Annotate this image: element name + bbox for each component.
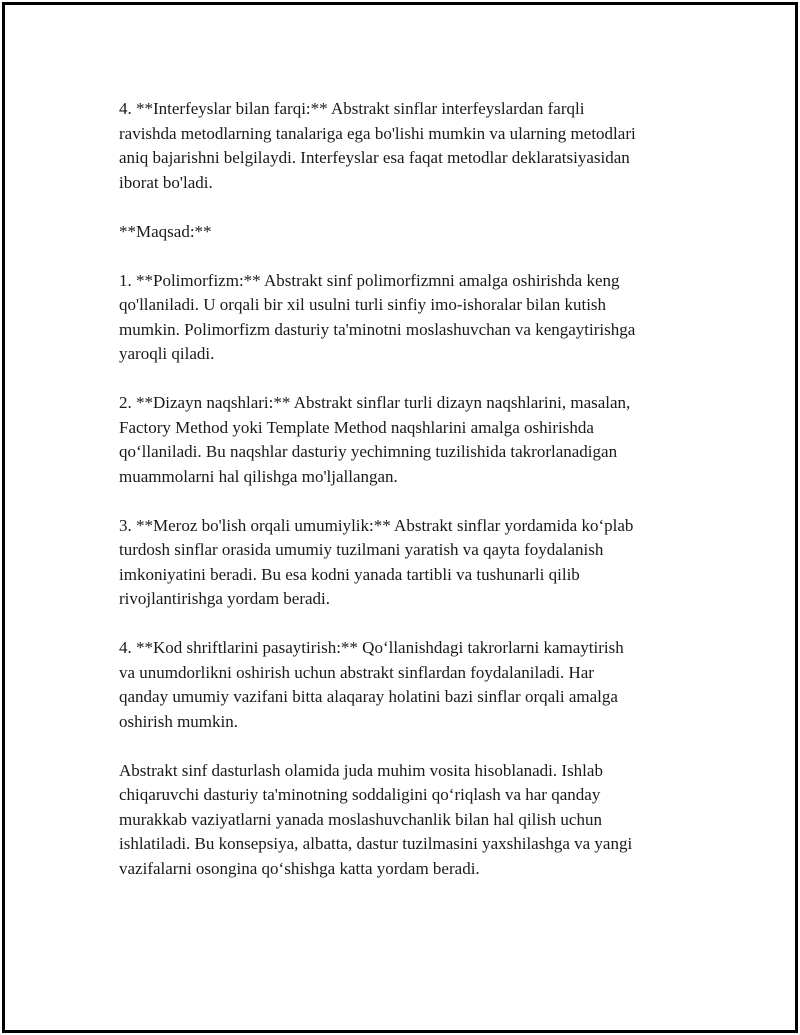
paragraph-interfeyslar-farqi: 4. **Interfeyslar bilan farqi:** Abstrakt sinflar interfeyslardan farqli ravishda metodlarning tanalariga ega bo'lishi mumkin va ularning metodlari aniq bajarishni belgilaydi. Interfeyslar esa faqat metodlar deklaratsiyasidan iborat bo'ladi. xyxy=(119,99,636,192)
paragraph-dizayn-naqshlari: 2. **Dizayn naqshlari:** Abstrakt sinflar turli dizayn naqshlarini, masalan, Factory Method yoki Template Method naqshlarini amalga oshirishda qo‘llaniladi. Bu naqshlar dasturiy yechimning tuzilishida takrorlanadigan muammolarni hal qilishga mo'ljallangan. xyxy=(119,393,631,486)
paragraph-kod-shriftlari: 4. **Kod shriftlarini pasaytirish:** Qo‘llanishdagi takrorlarni kamaytirish va unumdorlikni oshirish uchun abstrakt sinflardan foydalaniladi. Har qanday umumiy vazifani bitta alaqaray holatini bazi sinflar orqali amalga oshirish mumkin. xyxy=(119,638,624,731)
heading-maqsad: **Maqsad:** xyxy=(119,221,212,241)
paragraph-meroz-umumiylik: 3. **Meroz bo'lish orqali umumiylik:** Abstrakt sinflar yordamida ko‘plab turdosh sinflar orasida umumiy tuzilmani yaratish va qayta foydalanish imkoniyatini beradi. Bu esa kodni yanada tartibli va tushunarli qilib rivojlantirishga yordam beradi. xyxy=(119,515,634,608)
paragraph-polimorfizm: 1. **Polimorfizm:** Abstrakt sinf polimorfizmni amalga oshirishda keng qo'llaniladi. U orqali bir xil usulni turli sinfiy imo-ishoralar bilan kutish mumkin. Polimorfizm dasturiy ta'minotni moslashuvchan va kengaytirishga yaroqli qiladi. xyxy=(119,270,636,363)
document-body xyxy=(119,97,689,906)
page-frame xyxy=(2,2,798,1033)
paragraph-xulosa: Abstrakt sinf dasturlash olamida juda muhim vosita hisoblanadi. Ishlab chiqaruvchi dasturiy ta'minotning soddaligini qo‘riqlash va har qanday murakkab vaziyatlarni yanada moslashuvchanlik bilan hal qilish uchun ishlatiladi. Bu konsepsiya, albatta, dastur tuzilmasini yaxshilashga va yangi vazifalarni osongina qo‘shishga katta yordam beradi. xyxy=(119,760,633,878)
